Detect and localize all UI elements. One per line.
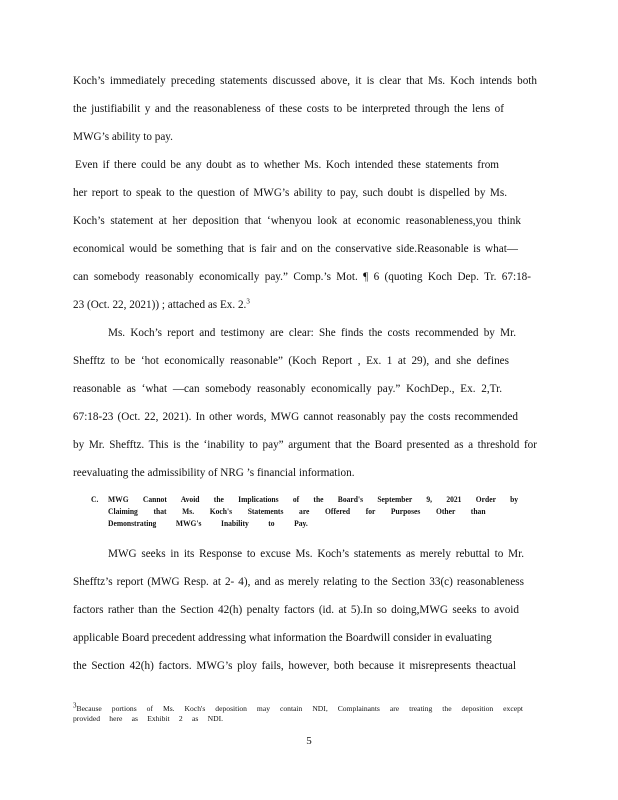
body-line-14: by Mr. Shefftz. This is the ‘inability to pay” argument that the Board presented as a threshold for	[73, 439, 537, 451]
body-line-16: MWG seeks in its Response to excuse Ms. Koch’s statements as merely rebuttal to Mr.	[108, 548, 524, 560]
body-line-5: her report to speak to the question of MWG’s ability to pay, such doubt is dispelled by Ms.	[73, 187, 507, 199]
body-line-17: Shefftz’s report (MWG Resp. at 2- 4), and as merely relating to the Section 33(c) reasonableness	[73, 576, 524, 588]
section-heading-line-1: MWG Cannot Avoid the Implications of the Board's September 9, 2021 Order by	[108, 494, 519, 504]
footnote-line-1	[73, 701, 523, 714]
page-number: 5	[306, 735, 312, 747]
body-line-11: Shefftz to be ‘hot economically reasonable” (Koch Report , Ex. 1 at 29), and she defines	[73, 355, 509, 367]
body-line-3: MWG’s ability to pay.	[73, 131, 173, 143]
section-heading-line-2: Claiming that Ms. Koch's Statements are Offered for Purposes Other than	[108, 506, 486, 516]
body-line-10: Ms. Koch’s report and testimony are clear: She finds the costs recommended by Mr.	[108, 327, 516, 339]
body-line-9	[73, 298, 273, 312]
body-line-15: reevaluating the admissibility of NRG ’s financial information.	[73, 467, 355, 479]
footnote-line-2: provided here as Exhibit 2 as NDI.	[73, 714, 223, 723]
section-heading-label: C.	[91, 494, 99, 504]
section-heading-line-3: Demonstrating MWG's Inability to Pay.	[108, 518, 308, 528]
body-line-9-text: 23 (Oct. 22, 2021)) ; attached as Ex. 2.	[73, 299, 247, 311]
body-line-6: Koch’s statement at her deposition that ‘whenyou look at economic reasonableness,you think	[73, 215, 521, 227]
body-line-20: the Section 42(h) factors. MWG’s ploy fails, however, both because it misrepresents theactual	[73, 660, 516, 672]
footnote-text-1: Because portions of Ms. Koch's deposition may contain NDI, Complainants are treating the deposition except	[76, 704, 523, 713]
body-line-2: the justifiabilit y and the reasonableness of these costs to be interpreted through the lens of	[73, 103, 504, 115]
footnote-reference: 3	[246, 297, 250, 306]
body-line-8: can somebody reasonably economically pay.” Comp.’s Mot. ¶ 6 (quoting Koch Dep. Tr. 67:18-	[73, 271, 531, 283]
footnote-marker: 3	[73, 701, 77, 710]
body-line-7: economical would be something that is fair and on the conservative side.Reasonable is what—	[73, 243, 518, 255]
body-line-12: reasonable as ‘what —can somebody reasonably economically pay.” KochDep., Ex. 2,Tr.	[73, 383, 502, 395]
body-line-4: Even if there could be any doubt as to whether Ms. Koch intended these statements from	[75, 159, 499, 171]
body-line-13: 67:18-23 (Oct. 22, 2021). In other words, MWG cannot reasonably pay the costs recommended	[73, 411, 518, 423]
body-line-19: applicable Board precedent addressing what information the Boardwill consider in evaluating	[73, 632, 492, 644]
body-line-1: Koch’s immediately preceding statements discussed above, it is clear that Ms. Koch intends both	[73, 75, 537, 87]
body-line-18: factors rather than the Section 42(h) penalty factors (id. at 5).In so doing,MWG seeks to avoid	[73, 604, 519, 616]
